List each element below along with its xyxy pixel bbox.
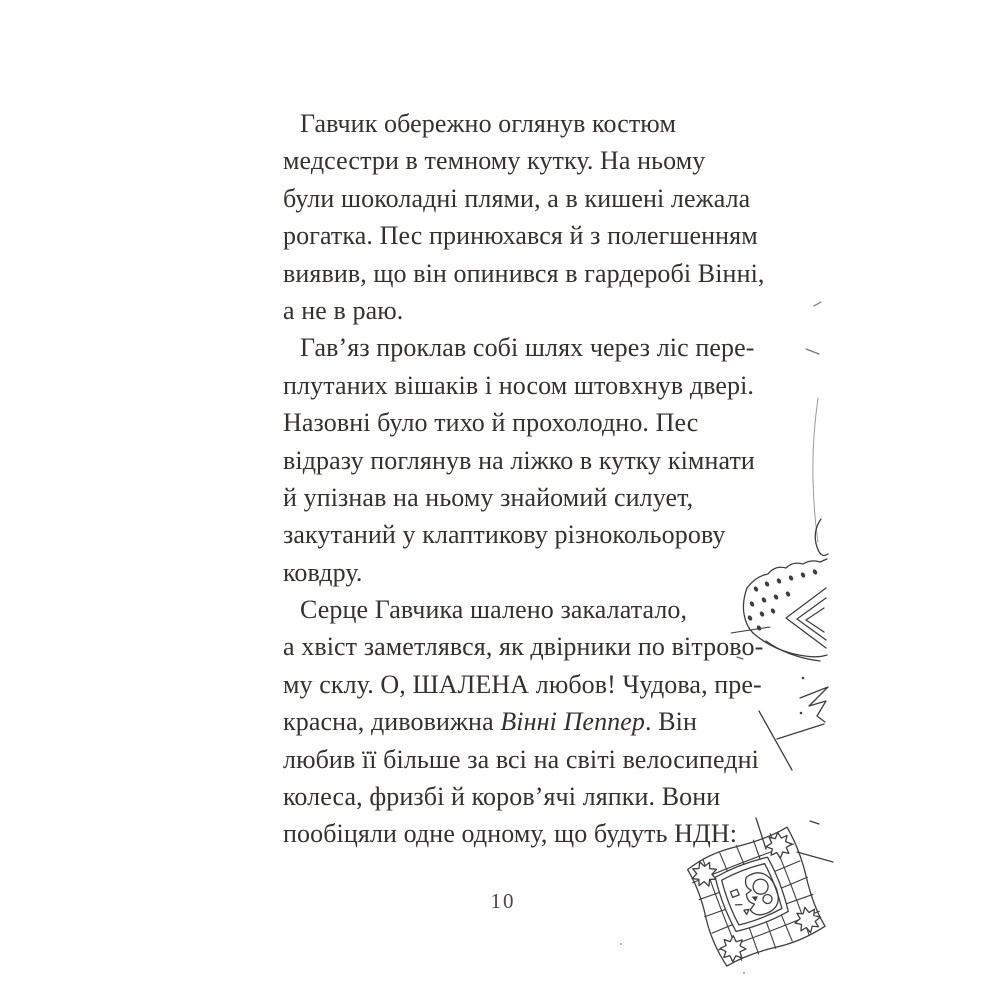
text-segment: рогатка. Пес принюхався й з полегшенням: [283, 221, 758, 251]
paper-speck: [743, 972, 745, 974]
text-segment: й упізнав на ньому знайомий силует,: [283, 482, 694, 512]
text-segment: Вінні Пеппер: [500, 707, 646, 737]
stick-dash: [810, 821, 819, 824]
text-segment: виявив, що він опинився в гардеробі Вінні,: [283, 258, 765, 288]
text-segment: Гав’яз проклав собі шлях через ліс пере-: [300, 333, 755, 363]
text-segment: Серце Гавчика шалено закалатало,: [300, 595, 688, 625]
text-segment: плутаних вішаків і носом штовхнув двері.: [283, 370, 755, 400]
text-segment: пообіцяли одне одному, що будуть НДН:: [283, 819, 738, 849]
text-segment: а хвіст заметлявся, як двірники по вітрово-: [283, 632, 764, 662]
flag-sketch: [759, 687, 828, 770]
page-number: 10: [490, 889, 516, 913]
text-segment: любив її більше за всі на світі велосипедні: [283, 744, 759, 774]
text-segment: закутаний у клаптикову різнокольорову: [283, 520, 726, 550]
patchwork-quilt-sketch: [620, 818, 833, 974]
text-segment: . Він: [645, 707, 697, 737]
berry-seeds: [747, 569, 818, 680]
text-segment: Назовні було тихо й прохолодно. Пес: [283, 408, 699, 438]
text-segment: ковдру.: [283, 557, 363, 587]
text-segment: му склу. О, ШАЛЕНА любов! Чудова, пре-: [283, 669, 762, 699]
text-segment: медсестри в темному кутку. На ньому: [283, 146, 706, 176]
text-segment: а не в раю.: [283, 295, 404, 325]
curtain-line-sketch: [806, 302, 828, 555]
paper-speck: [620, 943, 622, 945]
text-segment: красна, дивовижна: [283, 707, 501, 737]
text-segment: були шоколадні плями, а в кишені лежала: [283, 183, 751, 213]
stick-lower-segment: [797, 852, 833, 862]
strawberry-sketch: [731, 559, 827, 679]
stick-upper-segment: [756, 818, 766, 849]
text-segment: Гавчик обережно оглянув костюм: [300, 109, 677, 138]
text-segment: колеса, фризбі й коров’ячі ляпки. Вони: [283, 782, 721, 812]
text-segment: відразу поглянув на ліжко в кутку кімнати: [283, 445, 755, 475]
